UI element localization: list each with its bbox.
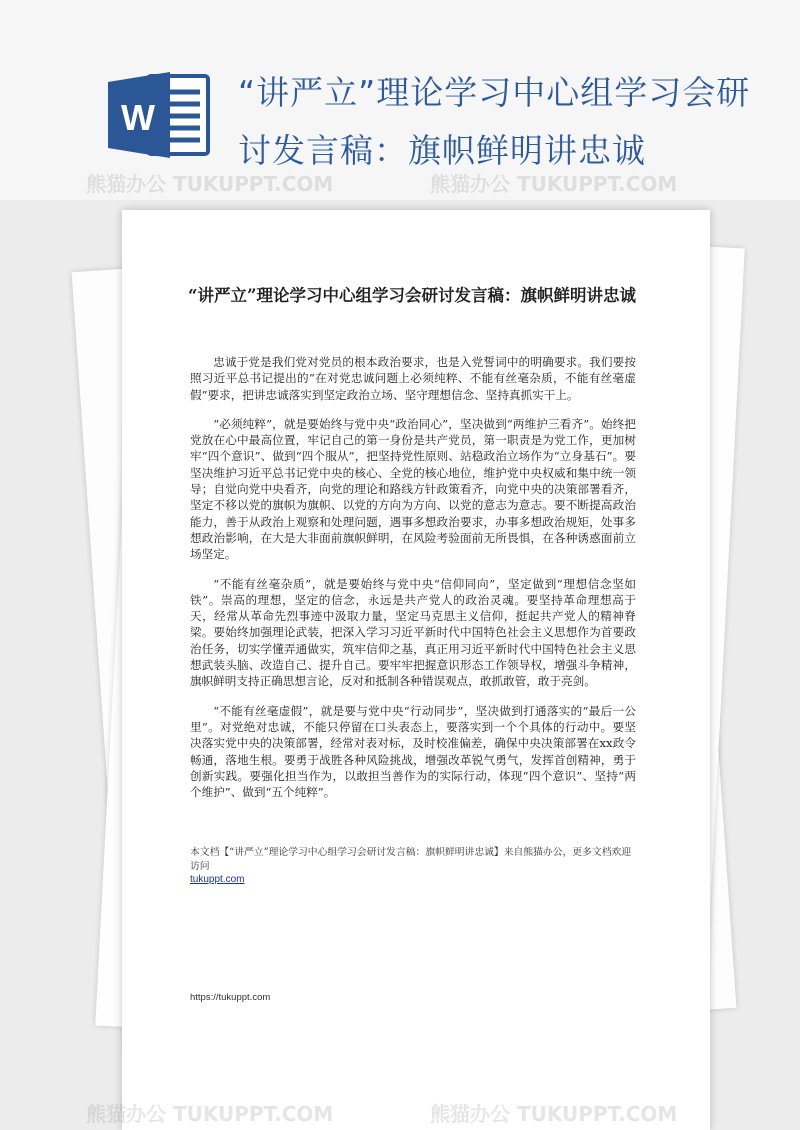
document-title: “讲严立”理论学习中心组学习会研讨发言稿：旗帜鲜明讲忠诚 bbox=[188, 286, 636, 305]
svg-text:W: W bbox=[121, 97, 155, 138]
source-note: 本文档【“讲严立”理论学习中心组学习会研讨发言稿：旗帜鲜明讲忠诚】来自熊猫办公，更多文档欢迎访问 bbox=[190, 847, 632, 872]
source-link[interactable]: tukuppt.com bbox=[190, 874, 245, 885]
watermark-text: 熊猫办公 TUKUPPT.COM bbox=[86, 1102, 334, 1126]
watermark-text: 熊猫办公 TUKUPPT.COM bbox=[430, 1102, 678, 1126]
watermark-text: 熊猫办公 TUKUPPT.COM bbox=[86, 172, 334, 196]
page-title: “讲严立”理论学习中心组学习会研讨发言稿：旗帜鲜明讲忠诚 bbox=[238, 73, 751, 170]
footer-url: https://tukuppt.com bbox=[190, 992, 271, 1003]
paragraph: 忠诚于党是我们党对党员的根本政治要求，也是入党誓词中的明确要求。我们要按照习近平总书记提出的“在对党忠诚问题上必须纯粹、不能有丝毫杂质，不能有丝毫虚假”要求，把讲忠诚落实到坚定政治立场、坚守理想信念、坚持真抓实干上。 bbox=[190, 355, 636, 402]
document-body bbox=[190, 354, 636, 813]
paragraph: “不能有丝毫杂质”，就是要始终与党中央“信仰同向”，坚定做到“理想信念坚如铁”。崇高的理想，坚定的信念，永远是共产党人的政治灵魂。要坚持革命理想高于天，经常从革命先烈事迹中汲取力量，坚定马克思主义信仰，挺起共产党人的精神脊梁。要始终加强理论武装，把深入学习习近平新时代中国特色社会主义思想作为首要政治任务，切实学懂弄通做实，筑牢信仰之基，真正用习近平新时代中国特色社会主义思想武装头脑、改造自己、提升自己。要牢牢把握意识形态工作领导权，增强斗争精神，旗帜鲜明支持正确思想言论，反对和抵制各种错误观点，敢抓敢管，敢于亮剑。 bbox=[190, 576, 636, 689]
paragraph: “不能有丝毫虚假”，就是要与党中央“行动同步”，坚决做到打通落实的“最后一公里”。对党绝对忠诚，不能只停留在口头表态上，要落实到一个个具体的行动中。要坚决落实党中央的决策部署，经常对表对标，及时校准偏差，确保中央决策部署在xx政令畅通，落地生根。要勇于战胜各种风险挑战，增强改革锐气勇气，发挥首创精神，勇于创新实践。要强化担当作为，以敢担当善作为的实际行动，体现“四个意识”、坚持“两个维护”、做到“五个纯粹”。 bbox=[190, 703, 636, 800]
document-page bbox=[122, 210, 710, 1130]
word-icon bbox=[108, 70, 212, 160]
paragraph: “必须纯粹”，就是要始终与党中央“政治同心”，坚决做到“两维护三看齐”。始终把党放在心中最高位置，牢记自己的第一身份是共产党员，第一职责是为党工作，更加树牢“四个意识”、做到“四个服从”，把坚持党性原则、站稳政治立场作为“立身基石”。要坚决维护习近平总书记党中央的核心、全党的核心地位，维护党中央权威和集中统一领导；自觉向党中央看齐，向党的理论和路线方针政策看齐，向党中央的决策部署看齐，坚定不移以党的旗帜为旗帜、以党的方向为方向、以党的意志为意志。要不断提高政治能力，善于从政治上观察和处理问题，遇事多想政治要求，办事多想政治规矩，处事多想政治影响，在大是大非面前旗帜鲜明，在风险考验面前无所畏惧，在各种诱惑面前立场坚定。 bbox=[190, 416, 636, 562]
watermark-text: 熊猫办公 TUKUPPT.COM bbox=[430, 172, 678, 196]
